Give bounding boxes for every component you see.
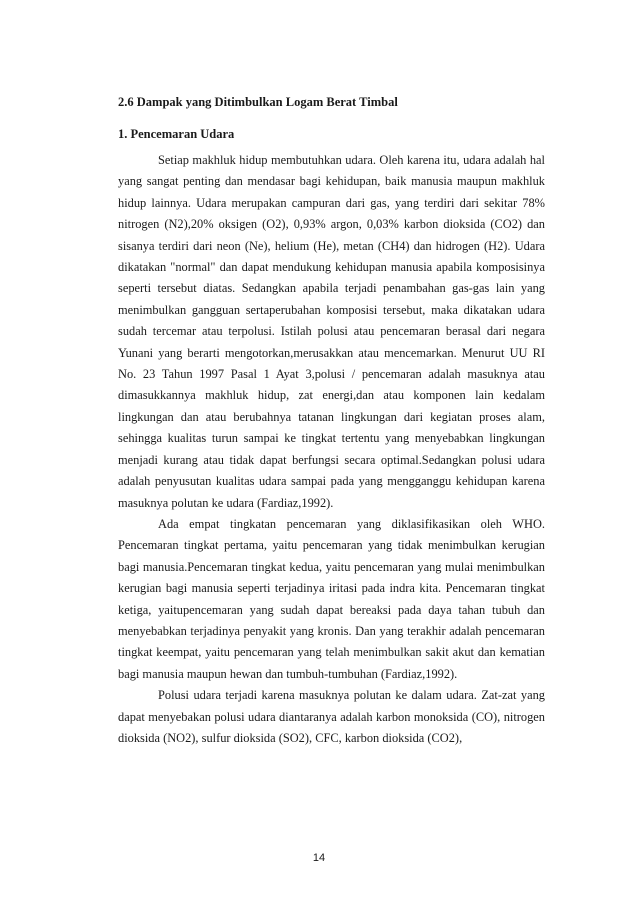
paragraph-1: Setiap makhluk hidup membutuhkan udara. Oleh karena itu, udara adalah hal yang sangat penting dan mendasar bagi kehidupan, baik manusia maupun makhluk hidup lainnya. Udara merupakan campuran dari gas, yang terdiri dari sekitar 78% nitrogen (N2),20% oksigen (O2), 0,93% argon, 0,03% karbon dioksida (CO2) dan sisanya terdiri dari neon (Ne), helium (He), metan (CH4) dan hidrogen (H2). Udara dikatakan "normal" dan dapat mendukung kehidupan manusia apabila komposisinya seperti tersebut diatas. Sedangkan apabila terjadi penambahan gas-gas lain yang menimbulkan gangguan sertaperubahan komposisi tersebut, maka dikatakan udara sudah tercemar atau terpolusi. Istilah polusi atau pencemaran berasal dari negara Yunani yang berarti mengotorkan,merusakkan atau mencemarkan. Menurut UU RI No. 23 Tahun 1997 Pasal 1 Ayat 3,polusi / pencemaran adalah masuknya atau dimasukkannya makhluk hidup, zat energi,dan atau komponen lain kedalam lingkungan dan atau berubahnya tatanan lingkungan dari kegiatan proses alam, sehingga kualitas turun sampai ke tingkat tertentu yang menyebabkan lingkungan menjadi kurang atau tidak dapat berfungsi secara optimal.Sedangkan polusi udara adalah penyusutan kualitas udara sampai pada yang mengganggu kehidupan karena masuknya polutan ke udara (Fardiaz,1992). <box>118 153 545 510</box>
subsection-heading: 1. Pencemaran Udara <box>118 127 235 141</box>
paragraph-2: Ada empat tingkatan pencemaran yang diklasifikasikan oleh WHO. Pencemaran tingkat pertama, yaitu pencemaran yang tidak menimbulkan kerugian bagi manusia.Pencemaran tingkat kedua, yaitu pencemaran yang mulai menimbulkan kerugian bagi manusia seperti terjadinya iritasi pada indra kita. Pencemaran tingkat ketiga, yaitupencemaran yang sudah dapat bereaksi pada daya tahan tubuh dan menyebabkan terjadinya penyakit yang kronis. Dan yang terakhir adalah pencemaran tingkat keempat, yaitu pencemaran yang telah menimbulkan sakit akut dan kematian bagi manusia maupun hewan dan tumbuh-tumbuhan (Fardiaz,1992). <box>118 516 545 681</box>
page-number: 14 <box>312 852 326 864</box>
section-heading: 2.6 Dampak yang Ditimbulkan Logam Berat Timbal <box>118 95 398 109</box>
body-text <box>118 150 545 749</box>
paragraph-3: Polusi udara terjadi karena masuknya polutan ke dalam udara. Zat-zat yang dapat menyebakan polusi udara diantaranya adalah karbon monoksida (CO), nitrogen dioksida (NO2), sulfur dioksida (SO2), CFC, karbon dioksida (CO2), <box>118 688 545 745</box>
